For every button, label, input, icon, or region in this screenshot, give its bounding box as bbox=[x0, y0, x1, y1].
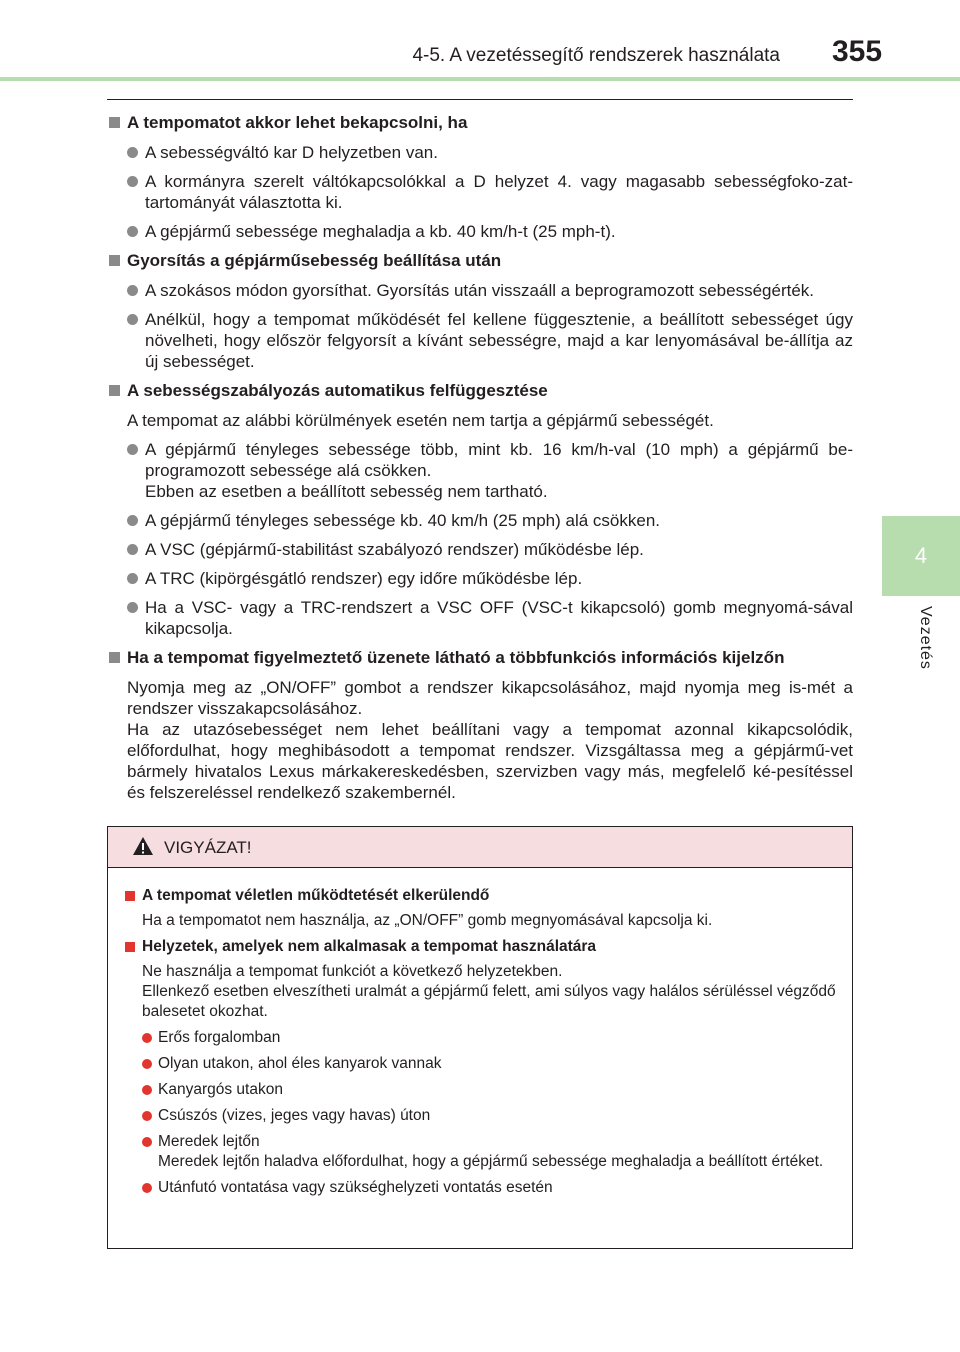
list-item: A TRC (kipörgésgátló rendszer) egy időre működésbe lép. bbox=[107, 568, 853, 589]
warning-heading: A tempomat véletlen működtetését elkerülendő bbox=[124, 886, 836, 906]
square-bullet-icon bbox=[109, 652, 120, 663]
warning-header bbox=[108, 827, 852, 868]
list-item: A kormányra szerelt váltókapcsolókkal a D helyzet 4. vagy magasabb sebességfoko-zat-tartományát választotta ki. bbox=[107, 171, 853, 213]
list-item: Anélkül, hogy a tempomat működését fel kellene függesztenie, a beállított sebességet úgy növelheti, hogy először felgyorsít a kívánt sebességre, majd a kar lenyomásával be-állítja az új sebességet. bbox=[107, 309, 853, 372]
square-bullet-icon bbox=[125, 942, 135, 952]
warning-body bbox=[108, 868, 852, 1198]
chapter-number: 4 bbox=[914, 543, 928, 568]
round-bullet-icon bbox=[127, 544, 138, 555]
warning-heading: Helyzetek, amelyek nem alkalmasak a tempomat használatára bbox=[124, 937, 836, 957]
round-bullet-icon bbox=[142, 1085, 152, 1095]
warning-list-item: Erős forgalomban bbox=[124, 1028, 836, 1048]
round-bullet-icon bbox=[127, 285, 138, 296]
main-content bbox=[107, 112, 853, 803]
bullet-note: Ebben az esetben a beállított sebesség nem tartható. bbox=[145, 482, 548, 501]
round-bullet-icon bbox=[127, 573, 138, 584]
list-item: A gépjármű sebessége meghaladja a kb. 40 km/h-t (25 mph-t). bbox=[107, 221, 853, 242]
warning-title: VIGYÁZAT! bbox=[164, 838, 252, 857]
section-title: 4-5. A vezetéssegítő rendszerek használata bbox=[412, 45, 780, 66]
warning-text: Ha a tempomatot nem használja, az „ON/OFF” gomb megnyomásával kapcsolja ki. bbox=[142, 912, 713, 929]
warning-text: Ne használja a tempomat funkciót a következő helyzetekben. Ellenkező esetben elveszítheti uralmát a gépjármű felett, ami súlyos vagy halálos sérüléssel végződő balesetet okozhat. bbox=[142, 963, 836, 1020]
list-item: A VSC (gépjármű-stabilitást szabályozó rendszer) működésbe lép. bbox=[107, 539, 853, 560]
section-intro: A tempomat az alábbi körülmények esetén nem tartja a gépjármű sebességét. bbox=[127, 411, 714, 430]
page-number: 355 bbox=[832, 35, 883, 68]
warning-list-item: Csúszós (vizes, jeges vagy havas) úton bbox=[124, 1106, 836, 1126]
round-bullet-icon bbox=[142, 1137, 152, 1147]
list-item: Ha a VSC- vagy a TRC-rendszert a VSC OFF (VSC-t kikapcsoló) gomb megnyomá-sával kikapcsolja. bbox=[107, 597, 853, 639]
warning-list-item: Olyan utakon, ahol éles kanyarok vannak bbox=[124, 1054, 836, 1074]
list-item: A szokásos módon gyorsíthat. Gyorsítás után visszaáll a beprogramozott sebességérték. bbox=[107, 280, 853, 301]
list-item: A sebességváltó kar D helyzetben van. bbox=[107, 142, 853, 163]
round-bullet-icon bbox=[142, 1183, 152, 1193]
section-paragraph: Nyomja meg az „ON/OFF” gombot a rendszer kikapcsolásához, majd nyomja meg is-mét a rendszer visszakapcsolásához. Ha az utazósebességet nem lehet beállítani vagy a tempomat azonnal kikapcsolódik, előfordulhat, hogy meghibásodott a tempomat rendszer. Vizsgáltassa meg a gépjármű-vet bármely hivatalos Lexus márkakereskedésben, szervizben vagy más, megfelelő ké-pesítéssel és felszereléssel rendelkező szakembernél. bbox=[127, 678, 853, 802]
warning-box bbox=[107, 826, 853, 1249]
top-rule bbox=[107, 99, 853, 100]
round-bullet-icon bbox=[127, 226, 138, 237]
round-bullet-icon bbox=[142, 1033, 152, 1043]
round-bullet-icon bbox=[142, 1059, 152, 1069]
square-bullet-icon bbox=[109, 255, 120, 266]
section-heading: A tempomatot akkor lehet bekapcsolni, ha bbox=[107, 112, 853, 133]
chapter-label: Vezetés bbox=[917, 606, 934, 670]
square-bullet-icon bbox=[125, 891, 135, 901]
square-bullet-icon bbox=[109, 385, 120, 396]
warning-list-item: Utánfutó vontatása vagy szükséghelyzeti vontatás esetén bbox=[124, 1178, 836, 1198]
chapter-tab bbox=[882, 516, 960, 596]
section-heading: Ha a tempomat figyelmeztető üzenete látható a többfunkciós információs kijelzőn bbox=[107, 647, 853, 668]
section-heading: Gyorsítás a gépjárműsebesség beállítása után bbox=[107, 250, 853, 271]
round-bullet-icon bbox=[127, 515, 138, 526]
warning-list-item: Kanyargós utakon bbox=[124, 1080, 836, 1100]
list-item: A gépjármű tényleges sebessége kb. 40 km/h (25 mph) alá csökken. bbox=[107, 510, 853, 531]
slope-note: Meredek lejtőn haladva előfordulhat, hogy a gépjármű sebessége meghaladja a beállított értéket. bbox=[158, 1153, 824, 1170]
round-bullet-icon bbox=[142, 1111, 152, 1121]
round-bullet-icon bbox=[127, 176, 138, 187]
section-heading: A sebességszabályozás automatikus felfüggesztése bbox=[107, 380, 853, 401]
round-bullet-icon bbox=[127, 147, 138, 158]
list-item: A gépjármű tényleges sebessége több, mint kb. 16 km/h-val (10 mph) a gépjármű be-programozott sebessége alá csökken. Ebben az esetben a beállított sebesség nem tartható. bbox=[107, 439, 853, 502]
square-bullet-icon bbox=[109, 117, 120, 128]
round-bullet-icon bbox=[127, 314, 138, 325]
round-bullet-icon bbox=[127, 602, 138, 613]
warning-list-item: Meredek lejtőn Meredek lejtőn haladva előfordulhat, hogy a gépjármű sebessége meghaladja a beállított értéket. bbox=[124, 1132, 836, 1172]
header-divider bbox=[0, 77, 960, 81]
round-bullet-icon bbox=[127, 444, 138, 455]
warning-triangle-icon bbox=[132, 836, 154, 856]
